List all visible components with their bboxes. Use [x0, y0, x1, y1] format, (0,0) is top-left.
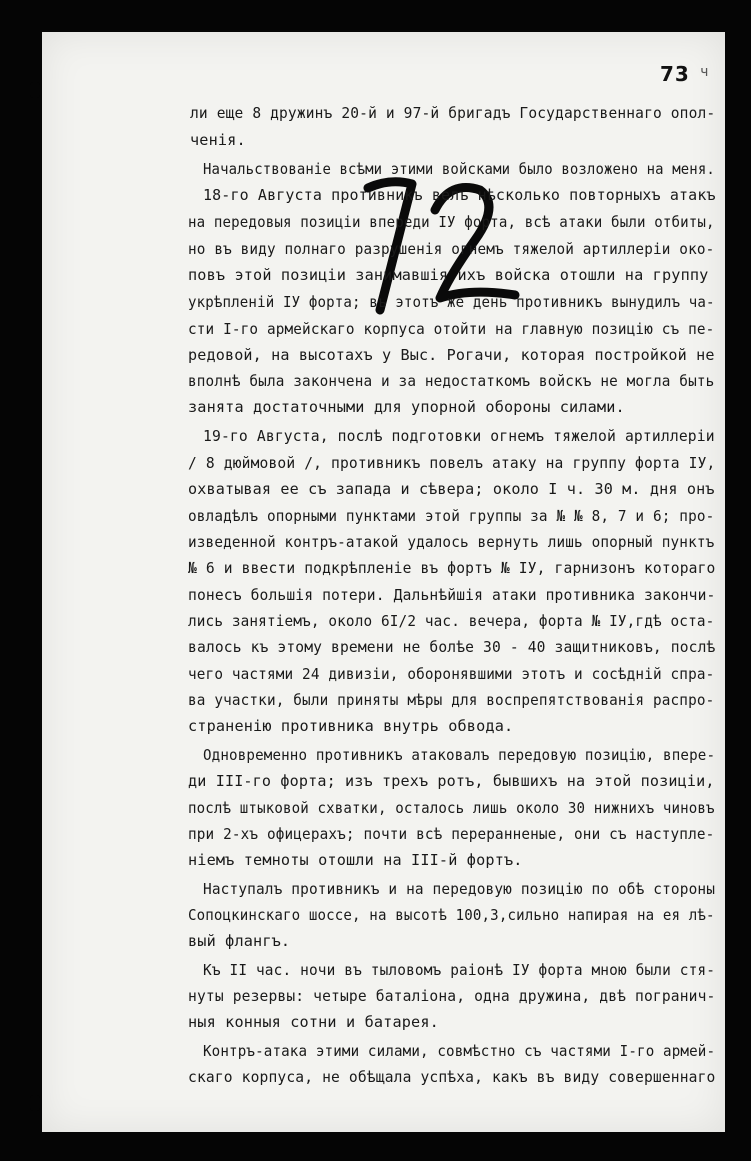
text-line: сти I-го армейскаго корпуса отойти на главную позицію съ пе-	[188, 320, 715, 338]
text-line: чего частями 24 дивизіи, оборонявшими этотъ и сосѣдній спра-	[188, 665, 715, 683]
text-line: ва участки, были приняты мѣры для воспрепятствованія распро-	[188, 691, 715, 709]
text-line: Сопоцкинскаго шоссе, на высотѣ 100,3,сильно напирая на ея лѣ-	[188, 906, 715, 924]
text-line: № 6 и ввести подкрѣпленіе въ фортъ № IУ, гарнизонъ котораго	[188, 559, 716, 577]
text-line: ченія.	[190, 131, 246, 149]
text-line: но въ виду полнаго разрушенія огнемъ тяжелой артиллеріи око-	[188, 240, 715, 258]
text-line: укрѣпленій IУ форта; въ этотъ же день противникъ вынудилъ ча-	[188, 293, 715, 311]
text-line: охватывая ее съ запада и сѣвера; около I ч. 30 м. дня онъ	[188, 480, 715, 498]
text-line: 18-го Августа противникъ велъ нѣсколько повторныхъ атакъ	[203, 186, 716, 204]
text-line: послѣ штыковой схватки, осталось лишь около 30 нижнихъ чиновъ	[188, 799, 715, 817]
text-line: вый флангъ.	[188, 932, 291, 950]
text-line: / 8 дюймовой /, противникъ повелъ атаку на группу форта IУ,	[188, 454, 716, 472]
text-line: ли еще 8 дружинъ 20-й и 97-й бригадъ Государственнаго опол-	[190, 104, 716, 122]
page-number: 73	[660, 62, 690, 86]
text-line: понесъ большія потери. Дальнѣйшія атаки противника закончи-	[188, 586, 716, 604]
text-line: на передовыя позиціи впереди IУ форта, всѣ атаки были отбиты,	[188, 213, 715, 231]
text-line: Наступалъ противникъ и на передовую позицію по обѣ стороны	[203, 880, 716, 898]
text-line: изведенной контръ-атакой удалось вернуть лишь опорный пунктъ	[188, 533, 715, 551]
text-line: вполнѣ была закончена и за недостаткомъ войскъ не могла быть	[188, 372, 715, 390]
text-line: Къ II час. ночи въ тыловомъ раіонѣ IУ форта мною были стя-	[203, 961, 716, 979]
text-line: Одновременно противникъ атаковалъ передовую позицію, впере-	[203, 746, 716, 764]
text-line: ніемъ темноты отошли на III-й фортъ.	[188, 851, 523, 869]
text-line: занята достаточными для упорной обороны силами.	[188, 398, 625, 416]
text-line: ди III-го форта; изъ трехъ ротъ, бывшихъ на этой позиціи,	[188, 772, 715, 790]
margin-mark: ч	[700, 64, 709, 80]
text-line: валось къ этому времени не болѣе 30 - 40 защитниковъ, послѣ	[188, 638, 716, 656]
text-line: овладѣлъ опорными пунктами этой группы за № № 8, 7 и 6; про-	[188, 507, 715, 525]
text-line: Контръ-атака этими силами, совмѣстно съ частями I-го армей-	[203, 1042, 716, 1060]
text-line: редовой, на высотахъ у Выс. Рогачи, которая постройкой не	[188, 346, 715, 364]
text-line: Начальствованіе всѣми этими войсками было возложено на меня.	[203, 160, 715, 178]
text-line: повъ этой позиціи занимавшія ихъ войска отошли на группу	[188, 266, 709, 284]
text-line: ныя конныя сотни и батарея.	[188, 1013, 439, 1031]
text-line: нуты резервы: четыре баталіона, одна дружина, двѣ погранич-	[188, 987, 716, 1005]
text-line: 19-го Августа, послѣ подготовки огнемъ тяжелой артиллеріи	[203, 427, 715, 445]
text-line: скаго корпуса, не обѣщала успѣха, какъ въ виду совершеннаго	[188, 1068, 716, 1086]
text-line: при 2-хъ офицерахъ; почти всѣ переранненые, они съ наступле-	[188, 825, 715, 843]
text-line: лись занятіемъ, около 6I/2 час. вечера, форта № IУ,гдѣ оста-	[188, 612, 715, 630]
text-line: страненію противника внутрь обвода.	[188, 717, 514, 735]
